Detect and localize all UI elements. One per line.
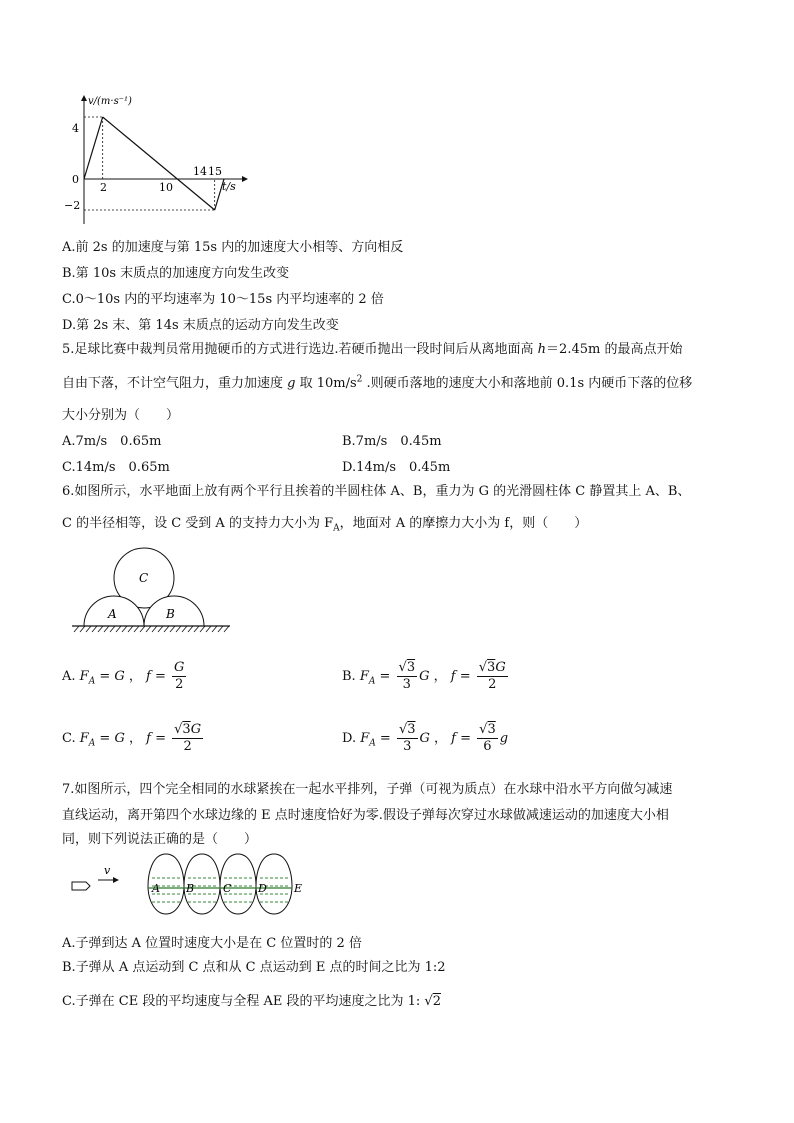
ground-hatch	[74, 626, 229, 632]
vt-graph	[62, 92, 252, 226]
x-tick-14: 14	[193, 165, 207, 178]
hatch-mark	[224, 626, 229, 632]
q7-stem-line2: 直线运动，离开第四个水球边缘的 E 点时速度恰好为零.假设子弹每次穿过水球做减速运动的加速度大小相	[62, 808, 669, 823]
q6-stem-line1: 6.如图所示，水平地面上放有两个平行且挨着的半圆柱体 A、B，重力为 G 的光滑圆柱体 C 静置其上 A、B、	[62, 484, 691, 499]
x-axis-label: t/s	[222, 180, 236, 193]
q5-option-d: D.14m/s 0.45m	[342, 460, 451, 475]
label-b: B	[186, 882, 195, 895]
hatch-mark	[176, 626, 181, 632]
hatch-mark	[74, 626, 79, 632]
hatch-mark	[182, 626, 187, 632]
hatch-mark	[152, 626, 157, 632]
vt-series	[84, 117, 224, 210]
hatch-mark	[140, 626, 145, 632]
y-tick-0: 0	[72, 173, 79, 186]
q5-option-c: C.14m/s 0.65m	[62, 460, 170, 475]
q4-option-d: D.第 2s 末、第 14s 末质点的运动方向发生改变	[62, 318, 339, 333]
hatch-mark	[86, 626, 91, 632]
hatch-mark	[164, 626, 169, 632]
bullet-icon	[72, 882, 90, 890]
q5-stem-line2: 自由下落，不计空气阻力，重力加速度 g 取 $10m/s^2$ .则硬币落地的速度大小和落地前 0.1s 内硬币下落的位移	[62, 374, 693, 391]
hatch-mark	[110, 626, 115, 632]
q7-stem-line3: 同，则下列说法正确的是（ ）	[62, 832, 258, 847]
q4-option-b: B.第 10s 末质点的加速度方向发生改变	[62, 266, 290, 281]
q4-option-a: A.前 2s 的加速度与第 15s 内的加速度大小相等、方向相反	[62, 240, 404, 255]
q5-stem-line1: 5.足球比赛中裁判员常用抛硬币的方式进行选边.若硬币抛出一段时间后从离地面高 h＝2.45m 的最高点开始	[62, 342, 683, 357]
q7-stem-line1: 7.如图所示，四个完全相同的水球紧挨在一起水平排列，子弹（可视为质点）在水球中沿水平方向做匀减速	[62, 782, 673, 797]
hatch-mark	[98, 626, 103, 632]
hatch-mark	[122, 626, 127, 632]
hatch-mark	[146, 626, 151, 632]
label-e: E	[294, 882, 303, 895]
q6-option-a: A. $F_A = G$ ， f = $\frac{G}{2}$	[62, 660, 185, 692]
water-balls	[148, 854, 292, 914]
q5-option-a: A.7m/s 0.65m	[62, 434, 162, 449]
cylinders-figure	[68, 542, 234, 634]
hatch-mark	[194, 626, 199, 632]
q6-option-d: D. $F_A$ = $\frac{√3}{3}$ G ， f = $\frac{√3}{6}$ g	[342, 722, 509, 754]
q5-stem-line3: 大小分别为（ ）	[62, 408, 180, 423]
q7-option-c: C.子弹在 CE 段的平均速度与全程 AE 段的平均速度之比为 1: √2	[62, 994, 441, 1009]
hatch-mark	[116, 626, 121, 632]
velocity-label: v	[104, 864, 111, 877]
hatch-mark	[188, 626, 193, 632]
vt-segment	[177, 179, 214, 210]
hatch-mark	[218, 626, 223, 632]
q4-option-c: C.0～10s 内的平均速率为 10～15s 内平均速率的 2 倍	[62, 292, 384, 307]
q6-stem-line2: C 的半径相等，设 C 受到 A 的支持力大小为 $F_A$，地面对 A 的摩擦力大小为 f，则（ ）	[62, 516, 588, 534]
hatch-mark	[128, 626, 133, 632]
hatch-mark	[104, 626, 109, 632]
water-balls-figure	[66, 850, 316, 920]
label-c: C	[139, 571, 149, 585]
vt-guides	[84, 117, 215, 210]
vt-segment	[84, 117, 103, 179]
hatch-mark	[134, 626, 139, 632]
hatch-mark	[200, 626, 205, 632]
x-tick-15: 15	[208, 165, 222, 178]
hatch-mark	[158, 626, 163, 632]
hatch-mark	[170, 626, 175, 632]
vt-segment	[103, 117, 178, 179]
q7-option-b: B.子弹从 A 点运动到 C 点和从 C 点运动到 E 点的时间之比为 1:2	[62, 960, 446, 975]
x-tick-2: 2	[100, 181, 107, 194]
hatch-mark	[92, 626, 97, 632]
label-b: B	[166, 607, 175, 621]
hatch-mark	[206, 626, 211, 632]
label-c: C	[223, 882, 232, 895]
label-a: A	[152, 882, 160, 895]
y-tick-4: 4	[72, 122, 79, 135]
q6-option-c: C. $F_A = G$ ， f = $\frac{√3G}{2}$	[62, 722, 202, 754]
label-a: A	[108, 607, 117, 621]
hatch-mark	[212, 626, 217, 632]
q5-option-b: B.7m/s 0.45m	[342, 434, 442, 449]
y-axis-label: v/(m·s⁻¹)	[88, 96, 132, 107]
hatch-mark	[80, 626, 85, 632]
x-tick-10: 10	[159, 181, 173, 194]
q7-option-a: A.子弹到达 A 位置时速度大小是在 C 位置时的 2 倍	[62, 936, 362, 951]
label-d: D	[258, 882, 267, 895]
y-tick-neg2: −2	[64, 199, 81, 212]
q6-option-b: B. $F_A$ = $\frac{√3}{3}$ G ， f = $\frac{√3G}{2}$	[342, 660, 506, 692]
